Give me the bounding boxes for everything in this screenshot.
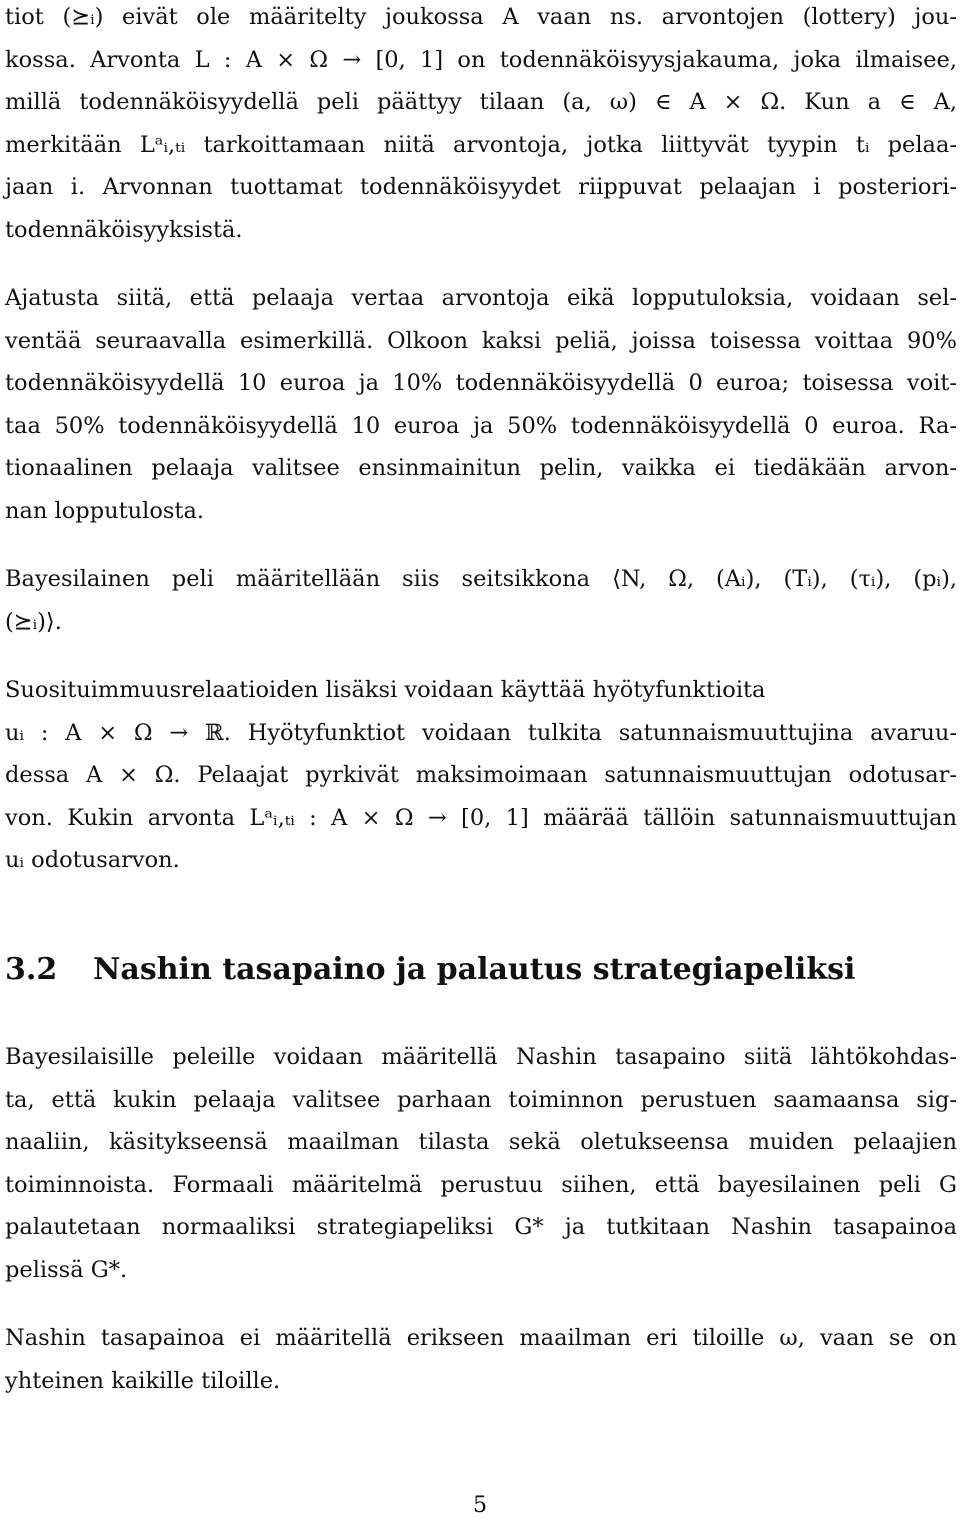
page-number: 5 xyxy=(472,1492,488,1518)
text-line: merkitään Lᵃᵢ,ₜᵢ tarkoittamaan niitä arvontoja, jotka liittyvät tyypin tᵢ pelaa- xyxy=(5,131,957,158)
text-line: palautetaan normaaliksi strategiapeliksi G* ja tutkitaan Nashin tasapainoa xyxy=(5,1214,957,1240)
text-line: pelissä G*. xyxy=(5,1256,128,1283)
text-line: toiminnoista. Formaali määritelmä perustuu siihen, että bayesilainen peli G xyxy=(5,1171,957,1198)
text-line: uᵢ : A × Ω → ℝ. Hyötyfunktiot voidaan tulkita satunnaismuuttujina avaruu- xyxy=(5,719,957,746)
text-line: taa 50% todennäköisyydellä 10 euroa ja 50% todennäköisyydellä 0 euroa. Ra- xyxy=(5,412,957,439)
text-line: millä todennäköisyydellä peli päättyy tilaan (a, ω) ∈ A × Ω. Kun a ∈ A, xyxy=(5,89,957,115)
paragraph-lottery-example xyxy=(5,277,957,532)
text-line: tiot (⪰ᵢ) eivät ole määritelty joukossa A vaan ns. arvontojen (lottery) jou- xyxy=(5,4,957,30)
text-line: kossa. Arvonta L : A × Ω → [0, 1] on todennäköisyysjakauma, joka ilmaisee, xyxy=(5,46,957,73)
text-line: Suosituimmuusrelaatioiden lisäksi voidaan käyttää hyötyfunktioita xyxy=(5,677,766,703)
section-heading xyxy=(5,948,855,992)
text-line: Ajatusta siitä, että pelaaja vertaa arvontoja eikä lopputuloksia, voidaan sel- xyxy=(5,285,957,311)
text-line: ta, että kukin pelaaja valitsee parhaan toiminnon perustuen saamaansa sig- xyxy=(5,1086,957,1113)
paragraph-nash-world-states xyxy=(5,1317,957,1402)
paragraph-lottery-definition xyxy=(5,0,957,251)
section-number: 3.2 xyxy=(5,952,58,987)
text-line: naaliin, käsitykseensä maailman tilasta sekä oletukseensa muiden pelaajien xyxy=(5,1129,957,1155)
text-line: tionaalinen pelaaja valitsee ensinmainitun pelin, vaikka ei tiedäkään arvon- xyxy=(5,455,957,481)
text-line: uᵢ odotusarvon. xyxy=(5,847,180,873)
text-line: dessa A × Ω. Pelaajat pyrkivät maksimoimaan satunnaismuuttujan odotusar- xyxy=(5,762,957,788)
text-line: jaan i. Arvonnan tuottamat todennäköisyydet riippuvat pelaajan i posteriori- xyxy=(5,174,957,200)
text-line: todennäköisyyksistä. xyxy=(5,216,243,243)
text-line: Bayesilaisille peleille voidaan määritellä Nashin tasapaino siitä lähtökohdas- xyxy=(5,1044,957,1070)
text-line: von. Kukin arvonta Lᵃᵢ,ₜᵢ : A × Ω → [0, 1] määrää tällöin satunnaismuuttujan xyxy=(5,804,957,831)
text-line: Nashin tasapainoa ei määritellä erikseen maailman eri tiloille ω, vaan se on xyxy=(5,1325,957,1351)
text-line: nan lopputulosta. xyxy=(5,497,205,524)
text-line: todennäköisyydellä 10 euroa ja 10% todennäköisyydellä 0 euroa; toisessa voit- xyxy=(5,370,957,396)
paragraph-utility-functions xyxy=(5,669,957,882)
text-line: yhteinen kaikille tiloille. xyxy=(5,1367,281,1394)
paragraph-bayesian-game-tuple xyxy=(5,558,957,643)
section-title: Nashin tasapaino ja palautus strategiapeliksi xyxy=(93,952,856,987)
paragraph-nash-equilibrium-intro xyxy=(5,1036,957,1291)
text-line: (⪰ᵢ)⟩. xyxy=(5,608,62,635)
text-line: Bayesilainen peli määritellään siis seitsikkona ⟨N, Ω, (Aᵢ), (Tᵢ), (τᵢ), (pᵢ), xyxy=(5,566,957,592)
text-line: ventää seuraavalla esimerkillä. Olkoon kaksi peliä, joissa toisessa voittaa 90% xyxy=(5,327,957,354)
